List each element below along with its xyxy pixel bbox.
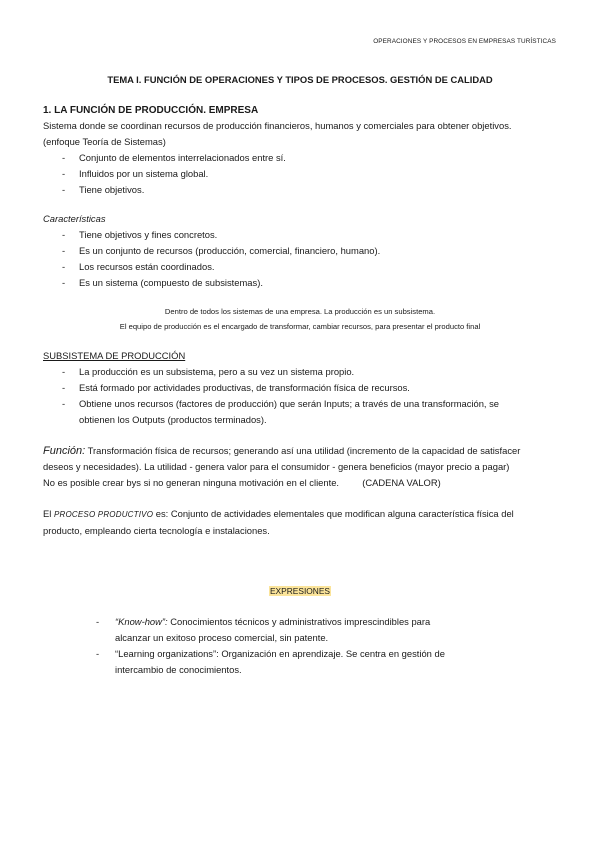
expression-term: “Know-how”: [115,616,168,627]
section-caracteristicas [43,211,558,291]
intro-line: Sistema donde se coordinan recursos de producción financieros, humanos y comerciales para obtener objetivos. [43,120,512,131]
expression-text: Conocimientos técnicos y administrativos imprescindibles para [167,616,431,627]
subheading: SUBSISTEMA DE PRODUCCIÓN [43,350,186,361]
funcion-line [43,443,558,459]
list-item: - Tiene objetivos. [43,182,558,198]
list-item: - Los recursos están coordinados. [43,259,558,275]
expression-text: intercambio de conocimientos. [115,664,242,675]
expresiones-heading-text: EXPRESIONES [269,586,331,596]
funcion-text: No es posible crear bys si no generan ninguna motivación en el cliente. [43,477,340,488]
bullet-list [43,364,558,428]
expression-text: alcanzar un exitoso proceso comercial, sin patente. [115,632,329,643]
section-funcion [43,443,558,491]
note-line: Dentro de todos los sistemas de una empresa. La producción es un subsistema. [164,307,436,316]
funcion-text: Transformación física de recursos; generando así una utilidad (incremento de la capacidad de satisfacer [87,445,521,456]
funcion-line [43,475,558,491]
section-proceso [43,506,558,539]
cadena-valor: (CADENA VALOR) [362,477,441,488]
list-item: - Es un sistema (compuesto de subsistemas). [43,275,558,291]
list-item: - Tiene objetivos y fines concretos. [43,227,558,243]
proceso-line: producto, empleando cierta tecnología e instalaciones. [43,525,270,536]
list-item: - La producción es un subsistema, pero a su vez un sistema propio. [43,364,558,380]
list-item: - Influidos por un sistema global. [43,166,558,182]
funcion-line: deseos y necesidades). La utilidad - genera valor para el consumidor - genera beneficios (mayor precio a pagar) [43,461,510,472]
proceso-text: es: Conjunto de actividades elementales que modifican alguna característica física del [155,508,514,519]
proceso-line [43,506,558,523]
expression-term: “Learning organizations”: [115,648,219,659]
list-item-text: obtienen los Outputs (productos terminados). [79,414,267,425]
section-produccion [43,104,558,198]
proceso-term: PROCESO PRODUCTIVO [53,510,154,519]
expression-text: Organización en aprendizaje. Se centra en gestión de [218,648,445,659]
note-line: El equipo de producción es el encargado de transformar, cambiar recursos, para presentar el producto final [119,322,481,331]
bullet-list [43,150,558,198]
section-subsistema [43,348,558,428]
list-item [96,614,496,646]
proceso-prefix: El [43,508,52,519]
section-heading: 1. LA FUNCIÓN DE PRODUCCIÓN. EMPRESA [43,105,259,116]
bullet-list [43,227,558,291]
running-header: OPERACIONES Y PROCESOS EN EMPRESAS TURÍSTICAS [373,38,556,45]
subheading: Características [43,213,106,224]
funcion-label: Función: [43,445,86,457]
list-item [96,646,496,678]
list-item: - Es un conjunto de recursos (producción, comercial, financiero, humano). [43,243,558,259]
intro-line: (enfoque Teoría de Sistemas) [43,136,166,147]
page-title: TEMA I. FUNCIÓN DE OPERACIONES Y TIPOS DE PROCESOS. GESTIÓN DE CALIDAD [107,74,493,85]
expresiones-heading [0,585,600,598]
list-item: - Conjunto de elementos interrelacionados entre sí. [43,150,558,166]
expresiones-list [96,614,496,678]
list-item-text: Obtiene unos recursos (factores de producción) que serán Inputs; a través de una transformación, se [79,398,500,409]
list-item: - Está formado por actividades productivas, de transformación física de recursos. [43,380,558,396]
list-item [43,396,558,428]
